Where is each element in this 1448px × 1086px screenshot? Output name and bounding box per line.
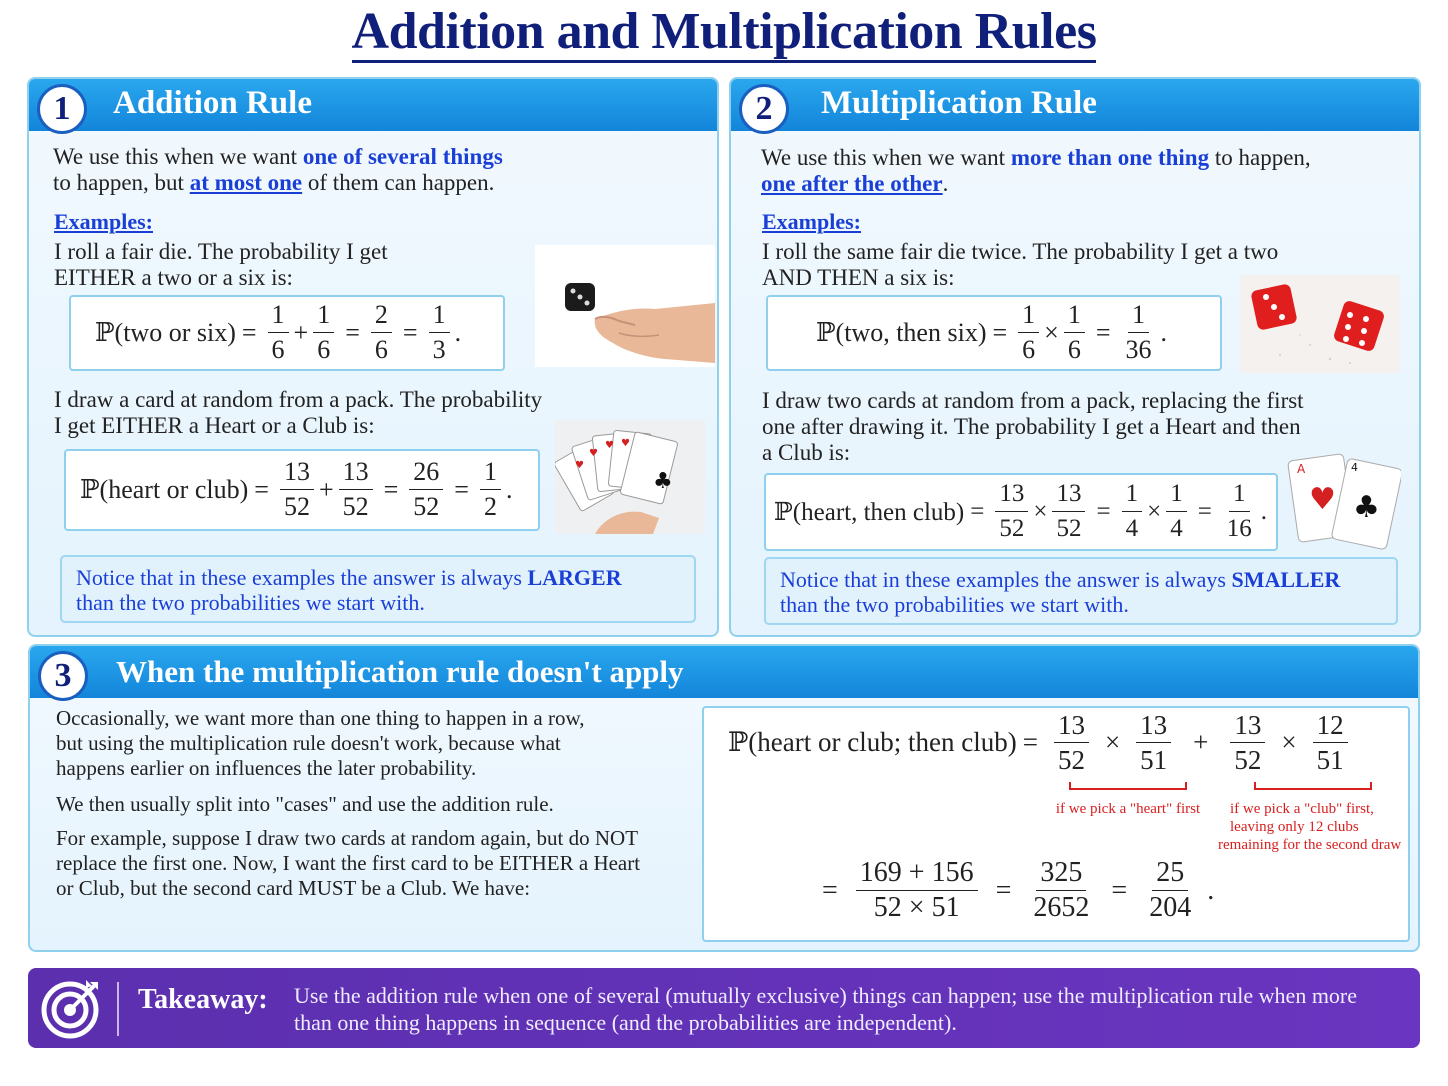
formula: ℙ(heart, then club) = $\frac{13}{52}$ × $\frac{13}{52}$ = $\frac{1}{4}$ × $\frac{1}{4}$ = $\frac{1}{16}$ . <box>774 480 1268 542</box>
svg-text:A: A <box>1297 462 1306 476</box>
formula-result: = $\frac{169 + 156}{52 \times 51}$ = $\frac{325}{2652}$ = $\frac{25}{204}$ . <box>822 857 1215 923</box>
examples-label: Examples: <box>762 209 861 234</box>
section-title: Addition Rule <box>113 85 312 121</box>
formula: ℙ(heart or club) = $\frac{13}{52}$ + $\frac{13}{52}$ = $\frac{26}{52}$ = $\frac{1}{2}$ . <box>80 457 513 521</box>
explanation-text: Occasionally, we want more than one thing to happen in a row, but using the multiplication rule doesn't work, because what happens earlier on influences the later probability. <box>56 706 585 780</box>
formula-box <box>702 706 1410 942</box>
addition-rule-panel <box>27 77 719 637</box>
formula-box <box>64 449 540 531</box>
svg-text:♥: ♥ <box>589 448 598 459</box>
svg-text:4: 4 <box>1351 461 1358 474</box>
example-text: I roll a fair die. The probability I get EITHER a two or a six is: <box>54 239 388 290</box>
svg-text:♥: ♥ <box>575 460 584 471</box>
svg-text:♥: ♥ <box>605 440 614 451</box>
example-text: I draw a card at random from a pack. The probability I get EITHER a Heart or a Club is: <box>54 387 543 438</box>
hand-holding-die-image <box>535 245 715 367</box>
multiplication-rule-panel <box>729 77 1421 637</box>
section-number-badge: 2 <box>739 84 789 134</box>
examples-label: Examples: <box>54 209 153 234</box>
notice-box: Notice that in these examples the answer is always LARGER than the two probabilities we start with. <box>60 555 696 623</box>
annotation-heart-case: if we pick a "heart" first <box>1055 801 1201 817</box>
takeaway-bar <box>28 968 1420 1048</box>
dependent-events-panel <box>28 644 1420 952</box>
takeaway-label: Takeaway: <box>138 984 268 1015</box>
svg-text:♥: ♥ <box>621 438 630 449</box>
target-arrow-icon <box>40 978 102 1045</box>
red-dice-image <box>1240 275 1400 373</box>
formula-box <box>766 295 1222 371</box>
fanned-cards-image <box>555 420 705 534</box>
section-number-badge: 1 <box>37 84 87 134</box>
section-title: Multiplication Rule <box>821 85 1097 121</box>
formula: ℙ(heart or club; then club) = $\frac{13}{52}$ × $\frac{13}{51}$ + $\frac{13}{52}$ × $\frac{12}{51}$ <box>728 710 1358 775</box>
bracket-club-case <box>1254 782 1372 790</box>
divider <box>117 982 119 1036</box>
takeaway-text: Use the addition rule when one of several (mutually exclusive) things can happen; use the multiplication rule when more than one thing happens in sequence (and the probabilities are independent). <box>294 983 1358 1035</box>
formula: ℙ(two, then six) = $\frac{1}{6}$ × $\frac{1}{6}$ = $\frac{1}{36}$ . <box>816 300 1167 364</box>
section-number-badge: 3 <box>38 651 88 701</box>
explanation-text: For example, suppose I draw two cards at random again, but do NOT replace the first one. Now, I want the first card to be EITHER a Heart or Club, but the second card MUST be a Club. We have: <box>56 826 641 900</box>
svg-text:♣: ♣ <box>1353 490 1380 525</box>
svg-text:♣: ♣ <box>653 469 673 494</box>
example-text: I draw two cards at random from a pack, replacing the first one after drawing it. The probability I get a Heart and then a Club is: <box>762 388 1304 465</box>
formula: ℙ(two or six) = $\frac{1}{6}$ + $\frac{1}{6}$ = $\frac{2}{6}$ = $\frac{1}{3}$ . <box>95 300 462 364</box>
formula-box <box>764 473 1278 551</box>
page-title: Addition and Multiplication Rules <box>0 2 1448 61</box>
annotation-club-case: if we pick a "club" first, leaving only 12 clubs remaining for the second draw <box>1218 801 1402 853</box>
intro-text: We use this when we want one of several things to happen, but at most one of them can happen. <box>53 144 503 195</box>
explanation-text: We then usually split into "cases" and use the addition rule. <box>56 792 554 816</box>
bracket-heart-case <box>1069 782 1187 790</box>
notice-box: Notice that in these examples the answer is always SMALLER than the two probabilities we start with. <box>764 557 1398 625</box>
svg-text:♥: ♥ <box>1309 482 1336 517</box>
intro-text: We use this when we want more than one thing to happen, one after the other. <box>761 145 1311 196</box>
example-text: I roll the same fair die twice. The probability I get a two AND THEN a six is: <box>762 239 1279 290</box>
section-title: When the multiplication rule doesn't apply <box>116 654 684 689</box>
two-cards-image <box>1287 451 1401 553</box>
formula-box <box>69 295 505 371</box>
